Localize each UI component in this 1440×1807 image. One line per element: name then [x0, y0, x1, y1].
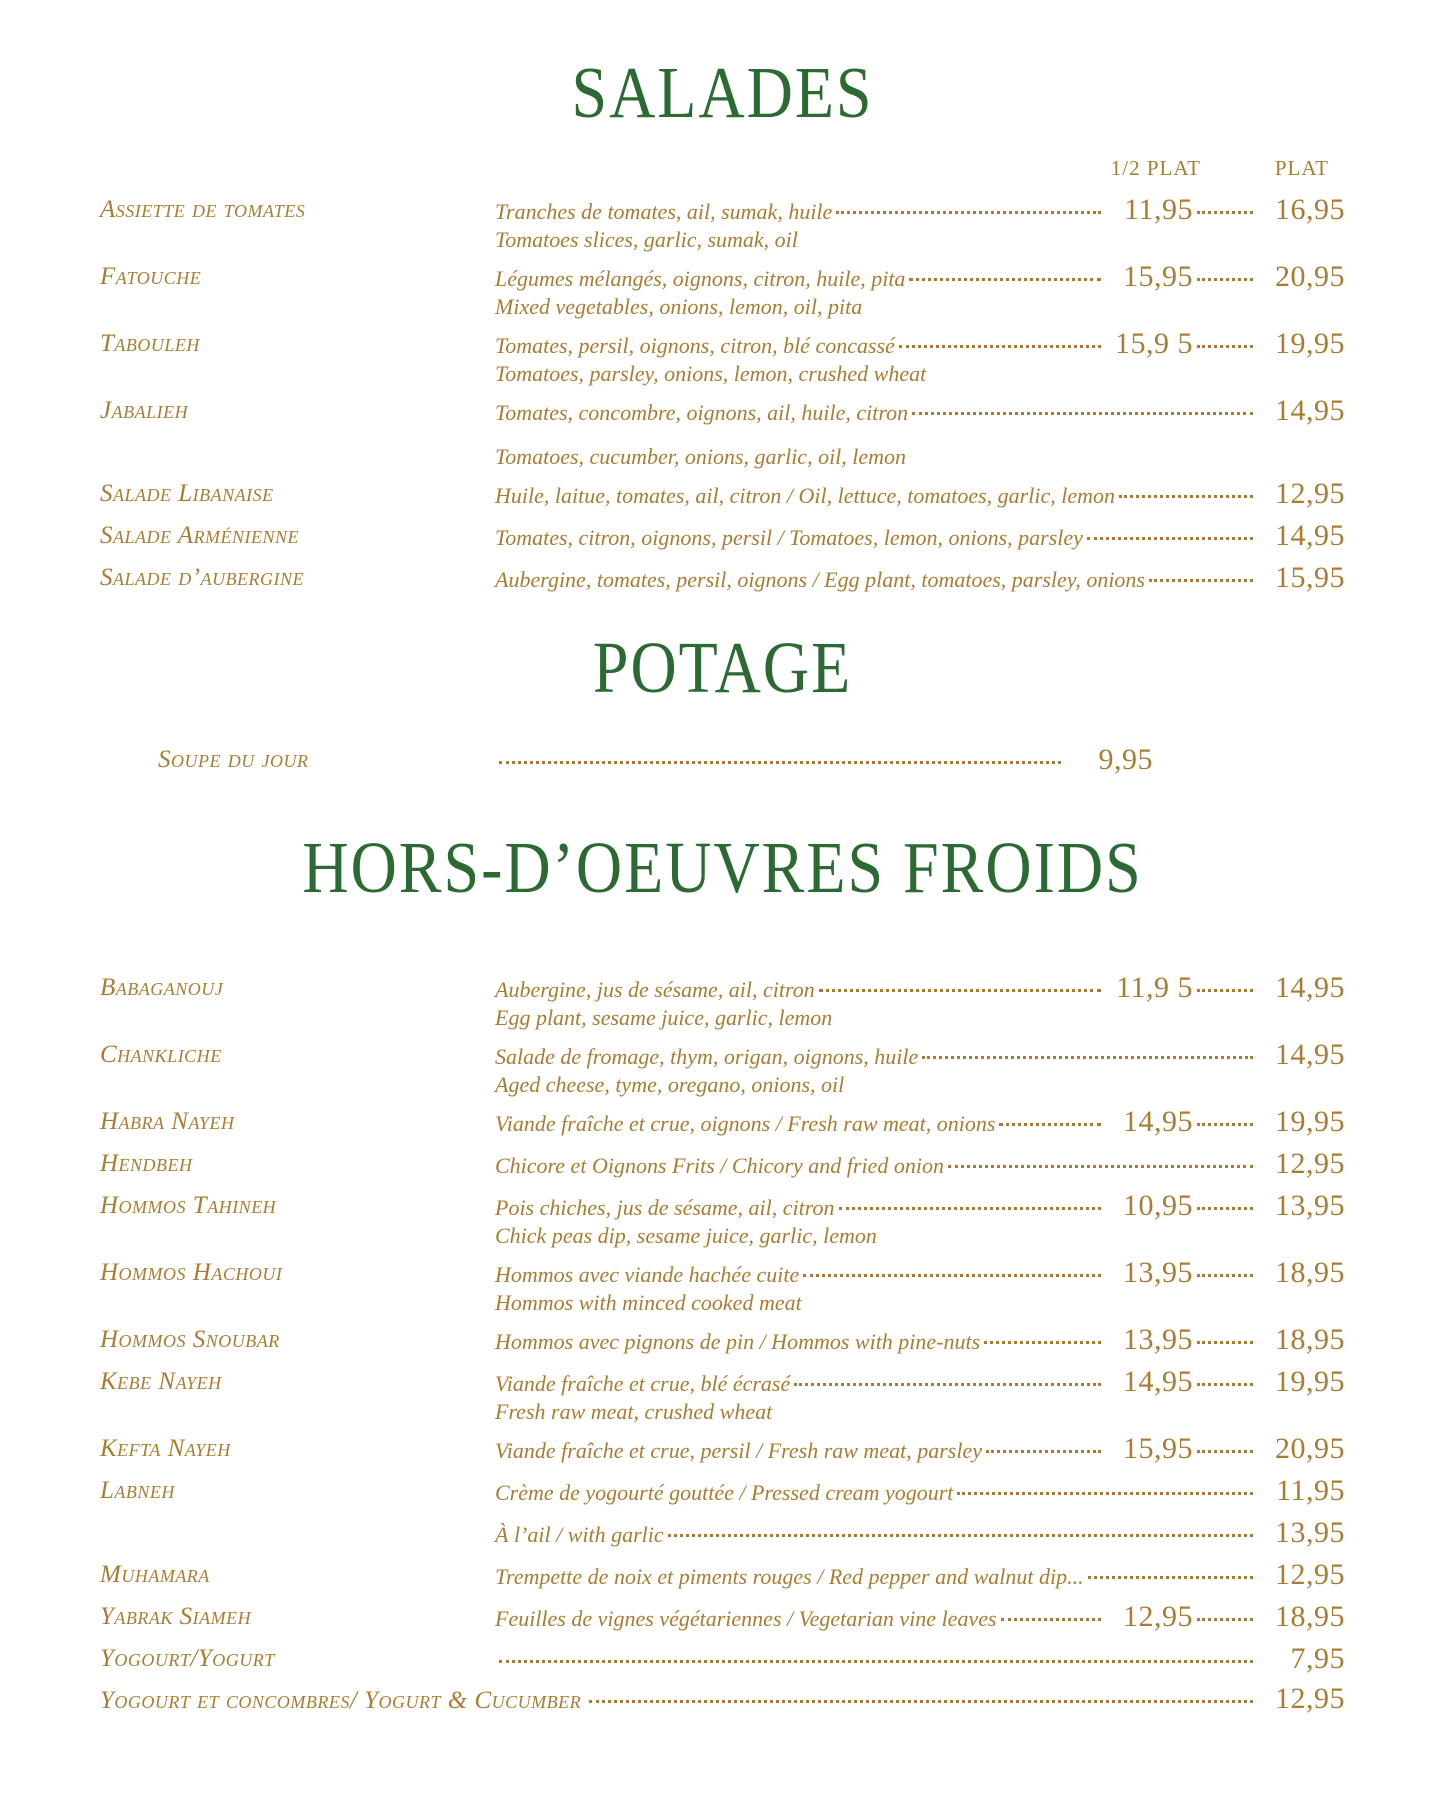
dot-leader [1197, 1274, 1253, 1277]
item-description-fr: Viande fraîche et crue, blé écrasé [495, 1371, 791, 1396]
item-price-line [495, 1367, 1345, 1399]
item-price-line [495, 1258, 1345, 1290]
price-plat: 14,95 [1275, 394, 1345, 427]
dot-leader [499, 761, 1061, 764]
menu-item [100, 1149, 1345, 1181]
menu-item [100, 1684, 1345, 1716]
dot-leader [1001, 1618, 1101, 1621]
menu-item [100, 1258, 1345, 1315]
item-description-fr: Tomates, persil, oignons, citron, blé concassé [495, 333, 895, 358]
item-name: Tabouleh [100, 330, 200, 357]
item-price-line [495, 1040, 1345, 1072]
price-plat: 15,95 [1275, 561, 1345, 594]
menu-item [100, 1107, 1345, 1139]
item-content [495, 745, 1345, 775]
item-description-fr: Crème de yogourté gouttée / Pressed cream yogourt [495, 1480, 954, 1505]
item-price-line [495, 1107, 1345, 1139]
dot-leader [948, 1165, 1253, 1168]
item-name: Yogourt/Yogurt [100, 1645, 275, 1672]
price-plat: 12,95 [1275, 1682, 1345, 1715]
item-name: Labneh [100, 1477, 175, 1504]
item-name: Chankliche [100, 1041, 222, 1068]
item-price-line [495, 1518, 1345, 1550]
dot-leader [1149, 579, 1253, 582]
menu-item-list [100, 195, 1345, 595]
plat-column-header: PLAT [1274, 156, 1329, 180]
price-column-headers [100, 156, 1345, 181]
menu-sections [100, 46, 1345, 1716]
item-content [495, 195, 1345, 252]
item-content [495, 1518, 1345, 1550]
menu-item [100, 1040, 1345, 1097]
price-plat: 19,95 [1275, 1105, 1345, 1138]
price-plat: 18,95 [1275, 1256, 1345, 1289]
section-title: POTAGE [592, 626, 853, 709]
item-content [495, 1149, 1345, 1181]
price-half-plat: 14,95 [1123, 1105, 1193, 1138]
price-plat: 20,95 [1275, 260, 1345, 293]
item-name: Yogourt et concombres/ Yogurt & Cucumber [100, 1687, 582, 1714]
item-content [495, 1602, 1345, 1634]
item-content [495, 1191, 1345, 1248]
price-plat: 13,95 [1275, 1189, 1345, 1222]
item-description-en: Egg plant, sesame juice, garlic, lemon [495, 1005, 833, 1030]
item-description-en: Tomatoes, cucumber, onions, garlic, oil, lemon [495, 444, 907, 469]
menu-item [100, 1602, 1345, 1634]
item-description-en: Aged cheese, tyme, oregano, onions, oil [495, 1072, 845, 1097]
dot-leader [836, 211, 1101, 214]
item-price-line [495, 479, 1345, 511]
item-description-fr: Hommos avec viande hachée cuite [495, 1262, 800, 1287]
price-plat: 16,95 [1275, 193, 1345, 226]
item-price-line [495, 1149, 1345, 1181]
item-content [495, 396, 1345, 469]
item-description-fr: Légumes mélangés, oignons, citron, huile, pita [495, 266, 906, 291]
price-plat: 7,95 [1290, 1642, 1345, 1675]
price-plat: 18,95 [1275, 1323, 1345, 1356]
price-half-plat: 12,95 [1123, 1600, 1193, 1633]
price-half-plat: 10,95 [1123, 1189, 1193, 1222]
dot-leader [986, 1450, 1101, 1453]
item-name: Salade d’aubergine [100, 564, 305, 591]
price-plat: 13,95 [1275, 1516, 1345, 1549]
section-title: SALADES [571, 51, 874, 134]
item-description-en: Hommos with minced cooked meat [495, 1290, 802, 1315]
dot-leader [1197, 1123, 1253, 1126]
menu-item [100, 1644, 1345, 1674]
menu-item [100, 396, 1345, 469]
dot-leader [819, 989, 1101, 992]
item-price-line [495, 1602, 1345, 1634]
dot-leader [1197, 345, 1253, 348]
item-name: Salade Arménienne [100, 522, 300, 549]
section-title: HORS-D’OEUVRES FROIDS [302, 826, 1143, 909]
item-price-line [495, 1476, 1345, 1508]
item-description-en: Tomatoes, parsley, onions, lemon, crushed wheat [495, 361, 927, 386]
item-description-fr: Salade de fromage, thym, origan, oignons, huile [495, 1044, 919, 1069]
menu-item-list [100, 973, 1345, 1716]
price-plat: 20,95 [1275, 1432, 1345, 1465]
item-price-line [495, 329, 1345, 361]
item-content [495, 1325, 1345, 1357]
item-name: Jabalieh [100, 397, 189, 424]
dot-leader [1197, 1207, 1253, 1210]
item-description-fr: Tomates, concombre, oignons, ail, huile, citron [495, 400, 909, 425]
menu-item [100, 1325, 1345, 1357]
price-plat: 14,95 [1275, 971, 1345, 1004]
dot-leader [1197, 1383, 1253, 1386]
dot-leader [912, 412, 1253, 415]
dot-leader [1088, 1576, 1253, 1579]
price-half-plat: 13,95 [1123, 1323, 1193, 1356]
item-description-fr: Huile, laitue, tomates, ail, citron / Oil, lettuce, tomatoes, garlic, lemon [495, 483, 1115, 508]
dot-leader [999, 1123, 1101, 1126]
item-name: Assiette de tomates [100, 196, 306, 223]
dot-leader [922, 1056, 1253, 1059]
item-name: Salade Libanaise [100, 480, 274, 507]
item-description-fr: Viande fraîche et crue, persil / Fresh raw meat, parsley [495, 1438, 982, 1463]
item-description-en: Fresh raw meat, crushed wheat [495, 1399, 773, 1424]
item-description-fr: Aubergine, jus de sésame, ail, citron [495, 977, 815, 1002]
item-name: Fatouche [100, 263, 202, 290]
price-plat: 18,95 [1275, 1600, 1345, 1633]
item-description-fr: Tomates, citron, oignons, persil / Tomatoes, lemon, onions, parsley [495, 525, 1083, 550]
item-content [495, 1258, 1345, 1315]
price-half-plat: 11,95 [1124, 193, 1193, 226]
menu-item [100, 1476, 1345, 1508]
dot-leader [839, 1207, 1101, 1210]
item-description-fr: Feuilles de vignes végétariennes / Vegetarian vine leaves [495, 1606, 997, 1631]
menu-item [100, 973, 1345, 1030]
price-plat: 14,95 [1275, 1038, 1345, 1071]
dot-leader [589, 1700, 1253, 1703]
menu-item [100, 479, 1345, 511]
item-price-line [495, 745, 1345, 775]
price-half-plat: 13,95 [1123, 1256, 1193, 1289]
item-description-fr: Trempette de noix et piments rouges / Red pepper and walnut dip... [495, 1564, 1084, 1589]
item-description-en: Mixed vegetables, onions, lemon, oil, pita [495, 294, 863, 319]
item-price-line [495, 1191, 1345, 1223]
item-description-fr: Tranches de tomates, ail, sumak, huile [495, 199, 833, 224]
item-name: Yabrak Siameh [100, 1603, 252, 1630]
item-description-fr: À l’ail / with garlic [495, 1522, 664, 1547]
item-content [495, 521, 1345, 553]
menu-item [100, 745, 1345, 775]
dot-leader [1197, 211, 1253, 214]
menu-item-list [100, 745, 1345, 775]
menu-item [100, 521, 1345, 553]
restaurant-menu [100, 46, 1345, 1716]
dot-leader [1197, 1450, 1253, 1453]
price-plat: 19,95 [1275, 327, 1345, 360]
menu-section-hors [100, 821, 1345, 1716]
price-half-plat: 15,9 5 [1115, 327, 1193, 360]
item-price-line [495, 973, 1345, 1005]
item-content [495, 1560, 1345, 1592]
price-half-plat: 15,95 [1123, 260, 1193, 293]
item-name: Babaganouj [100, 974, 224, 1001]
item-name: Kefta Nayeh [100, 1435, 231, 1462]
item-price-line [495, 1644, 1345, 1674]
menu-item [100, 1518, 1345, 1550]
dot-leader [909, 278, 1101, 281]
price-plat: 14,95 [1275, 519, 1345, 552]
menu-item [100, 1367, 1345, 1424]
dot-leader [1197, 1341, 1253, 1344]
item-price-line [495, 262, 1345, 294]
price-plat: 12,95 [1275, 477, 1345, 510]
item-name: Hommos Hachoui [100, 1259, 283, 1286]
item-content [495, 1367, 1345, 1424]
item-description-fr: Chicore et Oignons Frits / Chicory and fried onion [495, 1153, 944, 1178]
dot-leader [1119, 495, 1253, 498]
dot-leader [1197, 1618, 1253, 1621]
menu-item [100, 563, 1345, 595]
dot-leader [1197, 278, 1253, 281]
price-plat: 12,95 [1275, 1147, 1345, 1180]
item-content [495, 1476, 1345, 1508]
item-content [495, 1040, 1345, 1097]
dot-leader [957, 1492, 1253, 1495]
item-description-fr: Viande fraîche et crue, oignons / Fresh raw meat, onions [495, 1111, 996, 1136]
item-content [495, 479, 1345, 511]
item-description-fr: Hommos avec pignons de pin / Hommos with pine-nuts [495, 1329, 981, 1354]
dot-leader [794, 1383, 1101, 1386]
item-name: Soupe du jour [158, 746, 309, 773]
dot-leader [899, 345, 1101, 348]
dot-leader [668, 1534, 1253, 1537]
item-description-en: Tomatoes slices, garlic, sumak, oil [495, 227, 798, 252]
item-content [495, 1107, 1345, 1139]
item-description-fr: Aubergine, tomates, persil, oignons / Egg plant, tomatoes, parsley, onions [495, 567, 1145, 592]
price-plat: 19,95 [1275, 1365, 1345, 1398]
dot-leader [984, 1341, 1101, 1344]
price-half-plat: 14,95 [1123, 1365, 1193, 1398]
price-plat: 11,95 [1276, 1474, 1345, 1507]
item-price-line [495, 563, 1345, 595]
dot-leader [1087, 537, 1253, 540]
menu-item [100, 262, 1345, 319]
item-price-line [495, 195, 1345, 227]
price-half-plat: 15,95 [1123, 1432, 1193, 1465]
item-name: Kebe Nayeh [100, 1368, 222, 1395]
price-plat: 12,95 [1275, 1558, 1345, 1591]
item-price-line [495, 1434, 1345, 1466]
dot-leader [1197, 989, 1253, 992]
item-content [495, 329, 1345, 386]
item-name: Hommos Tahineh [100, 1192, 277, 1219]
dot-leader [803, 1274, 1101, 1277]
menu-item [100, 1434, 1345, 1466]
menu-item [100, 1560, 1345, 1592]
item-price-line [495, 396, 1345, 428]
item-description-fr: Pois chiches, jus de sésame, ail, citron [495, 1195, 835, 1220]
price-plat: 9,95 [1098, 743, 1153, 776]
item-name: Hendbeh [100, 1150, 193, 1177]
item-description-en: Chick peas dip, sesame juice, garlic, lemon [495, 1223, 877, 1248]
half-plat-column-header: 1/2 PLAT [1110, 156, 1201, 180]
item-content [495, 973, 1345, 1030]
item-content [495, 262, 1345, 319]
item-content [495, 1644, 1345, 1674]
item-name: Habra Nayeh [100, 1108, 235, 1135]
item-name [100, 1518, 495, 1550]
menu-item [100, 195, 1345, 252]
menu-section-potage [100, 621, 1345, 775]
menu-item [100, 329, 1345, 386]
price-half-plat: 11,9 5 [1116, 971, 1193, 1004]
item-content [495, 563, 1345, 595]
menu-item [100, 1191, 1345, 1248]
menu-section-salades [100, 46, 1345, 595]
item-price-line [495, 521, 1345, 553]
item-price-line [495, 1560, 1345, 1592]
item-name: Muhamara [100, 1561, 210, 1588]
item-content [495, 1434, 1345, 1466]
item-name: Hommos Snoubar [100, 1326, 280, 1353]
dot-leader [499, 1660, 1253, 1663]
item-price-line [495, 1325, 1345, 1357]
